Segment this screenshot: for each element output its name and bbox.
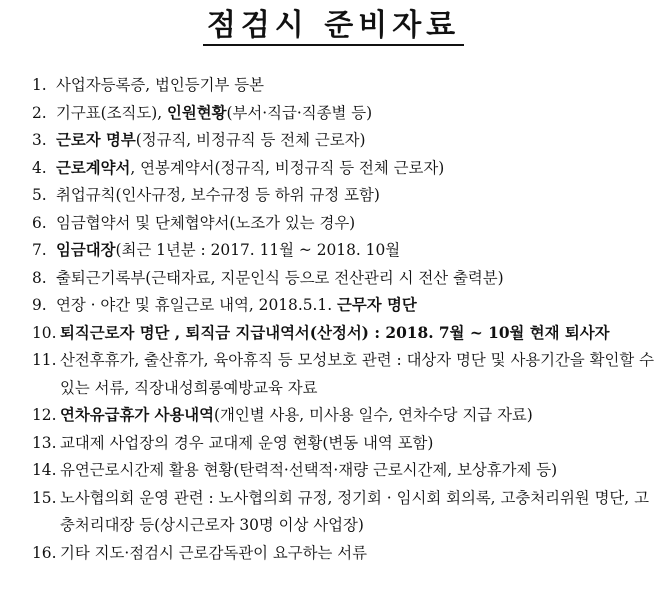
list-item-text [56,127,662,155]
list-item-text [56,292,662,320]
list-item-text [60,430,662,458]
page-title [0,8,667,46]
list-item-number: 15. [32,488,57,507]
item-text: (최근 1년분 : 2017. 11월 ~ 2018. 10월 [115,241,401,259]
list-item-text [56,155,662,183]
item-text: 기구표(조직도), [56,103,167,122]
item-text: , 연봉계약서(정규직, 비정규직 등 전체 근로자) [130,158,445,177]
list-item-text [56,265,662,293]
emphasized-text: 근로계약서 [56,158,131,177]
list-item-text [56,210,662,238]
list-item-number: 4. [32,158,47,177]
emphasized-text: 연차유급휴가 사용내역 [60,406,215,424]
list-item-text [60,347,662,402]
emphasized-text: 임금대장 [56,241,116,259]
list-item [32,485,662,540]
list-item-number: 3. [32,131,47,149]
list-item-text [56,72,662,100]
item-text: 임금협약서 및 단체협약서(노조가 있는 경우) [56,213,356,232]
item-text: 사업자등록증, 법인등기부 등본 [56,76,264,94]
list-item [32,237,662,265]
item-text: (부서·직급·직종별 등) [226,103,373,122]
list-item [32,402,662,430]
list-item-text [60,402,662,430]
list-item-number: 8. [32,268,47,287]
item-text: 취업규칙(인사규정, 보수규정 등 하위 규정 포함) [56,186,380,204]
list-item-number: 10. [32,323,57,342]
page-title-text: 점검시 준비자료 [203,8,464,46]
list-item-number: 12. [32,406,57,424]
list-item [32,430,662,458]
item-text: 유연근로시간제 활용 현황(탄력적·선택적·재량 근로시간제, 보상휴가제 등) [60,461,558,479]
emphasized-text: 근무자 명단 [337,296,417,314]
item-text: (정규직, 비정규직 등 전체 근로자) [135,131,366,149]
emphasized-text: 인원현황 [167,103,227,122]
list-item-number: 11. [32,351,57,369]
item-text: 교대제 사업장의 경우 교대제 운영 현황(변동 내역 포함) [60,433,434,452]
list-item [32,265,662,293]
list-item [32,210,662,238]
list-item-text [56,182,662,210]
list-item-number: 14. [32,461,57,479]
list-item-text [60,540,662,568]
list-item [32,347,662,402]
item-text: (개인별 사용, 미사용 일수, 연차수당 지급 자료) [214,406,533,424]
list-item-number: 6. [32,213,47,232]
item-text: 기타 지도·점검시 근로감독관이 요구하는 서류 [60,543,367,562]
list-item-number: 1. [32,76,47,94]
list-item-number: 9. [32,296,47,314]
list-item [32,127,662,155]
list-item-number: 2. [32,103,47,122]
list-item [32,540,662,568]
list-item-text [56,100,662,128]
item-text: 연장 · 야간 및 휴일근로 내역, 2018.5.1. [56,296,337,314]
list-item [32,182,662,210]
list-item [32,292,662,320]
list-item [32,457,662,485]
list-item-number: 16. [32,543,57,562]
emphasized-text: 퇴직근로자 명단 , 퇴직금 지급내역서(산정서) : 2018. 7월 ~ 10월 현재 퇴사자 [60,323,610,342]
list-item [32,72,662,100]
list-item [32,320,662,348]
list-item-text [60,457,662,485]
list-item [32,155,662,183]
list-item-number: 5. [32,186,47,204]
list-item-number: 13. [32,433,57,452]
item-text: 산전후휴가, 출산휴가, 육아휴직 등 모성보호 관련 : 대상자 명단 및 사용기간을 확인할 수 있는 서류, 직장내성희롱예방교육 자료 [60,351,655,397]
document-list [32,72,662,567]
list-item-number: 7. [32,241,47,259]
item-text: 출퇴근기록부(근태자료, 지문인식 등으로 전산관리 시 전산 출력분) [56,268,504,287]
list-item [32,100,662,128]
list-item-text [56,237,662,265]
emphasized-text: 근로자 명부 [56,131,136,149]
list-item-text [60,485,662,540]
item-text: 노사협의회 운영 관련 : 노사협의회 규정, 정기회 · 임시회 회의록, 고충처리위원 명단, 고충처리대장 등(상시근로자 30명 이상 사업장) [60,488,649,534]
list-item-text [60,320,662,348]
